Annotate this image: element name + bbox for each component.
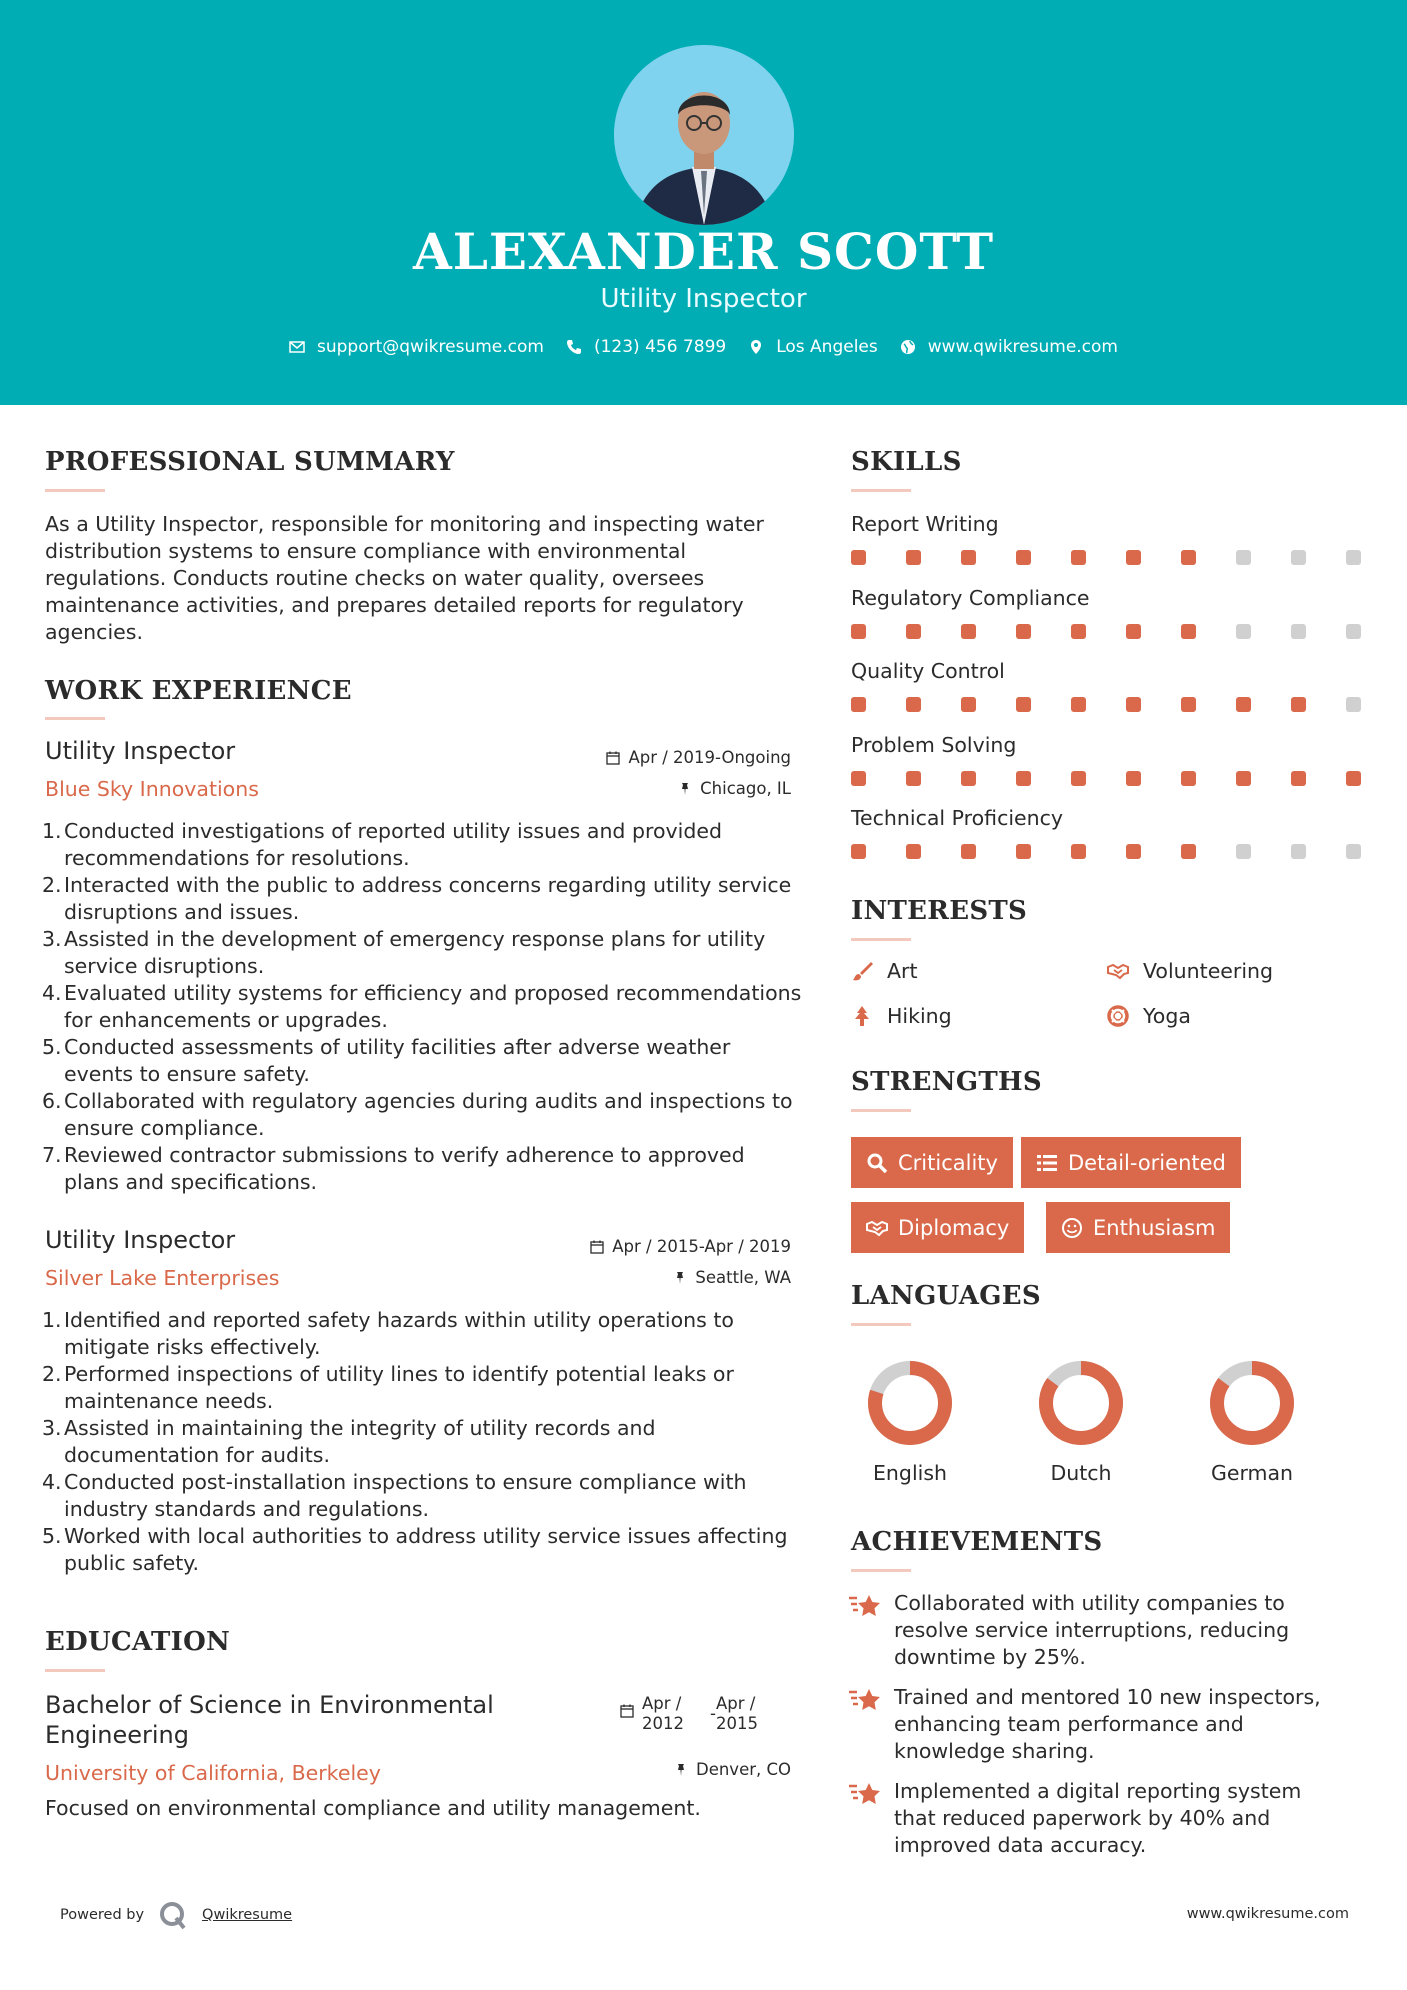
skill-name: Regulatory Compliance [851,585,1090,610]
list-item: 1. Identified and reported safety hazards within utility operations to mitigate risks effectively. [42,1308,734,1359]
star-icon [848,1686,882,1716]
rating-dot-filled [1126,844,1141,859]
rating-dot-filled [906,550,921,565]
rating-dot-filled [906,771,921,786]
skill-rating [851,550,1361,565]
education-start: Apr / 2012 [642,1694,684,1733]
language-proficiency-ring [867,1360,953,1446]
skill-name: Technical Proficiency [851,806,1064,830]
rating-dot-empty [1236,844,1251,859]
interest-hiking: Hiking [851,1004,952,1028]
job-bullet-list [42,818,802,1196]
rating-dot-filled [1016,771,1031,786]
resume-header [0,0,1407,405]
map-pin-icon [748,339,764,355]
language-proficiency-ring [1209,1360,1295,1446]
envelope-icon [289,339,305,355]
skill-name: Problem Solving [851,732,1017,757]
rating-dot-filled [1071,550,1086,565]
rating-dot-empty [1291,550,1306,565]
rating-dot-filled [1126,697,1141,712]
list-item: 6. Collaborated with regulatory agencies during audits and inspections to ensure compliance. [42,1089,793,1140]
education-description: Focused on environmental compliance and utility management. [45,1796,701,1820]
rating-dot-filled [851,697,866,712]
job-bullet-list [42,1307,802,1577]
rating-dot-filled [1071,624,1086,639]
skill-rating [851,697,1361,712]
footer-website[interactable]: www.qwikresume.com [1186,1906,1349,1922]
list-item: 4. Conducted post-installation inspections to ensure compliance with industry standards and regulations. [42,1470,747,1521]
rating-dot-filled [1291,697,1306,712]
contact-location-text: Los Angeles [776,337,878,357]
job-dates [551,1237,791,1256]
pushpin-icon [678,782,692,796]
list-item: 5. Worked with local authorities to address utility service issues affecting public safety. [42,1524,788,1575]
smile-icon [1061,1217,1083,1239]
contact-phone-text: (123) 456 7899 [593,337,727,357]
rating-dot-filled [851,624,866,639]
calendar-icon [620,1704,634,1718]
job-dates-text: Apr / 2015-Apr / 2019 [612,1237,791,1256]
handshake-icon [866,1217,888,1239]
contact-location [748,337,878,357]
rating-dot-filled [961,697,976,712]
candidate-name: ALEXANDER SCOTT [412,222,995,281]
star-icon [848,1592,882,1622]
profile-photo [614,45,794,225]
skill-rating [851,771,1361,786]
rating-dot-filled [1181,771,1196,786]
strength-tag-enthusiasm: Enthusiasm [1046,1202,1230,1253]
language-name: German [1210,1461,1294,1485]
strengths-heading: STRENGTHS [851,1067,1042,1097]
achievements-heading: ACHIEVEMENTS [851,1527,1103,1557]
skills-heading: SKILLS [851,447,962,477]
rating-dot-empty [1236,624,1251,639]
rating-dot-empty [1346,844,1361,859]
rating-dot-filled [1236,771,1251,786]
contact-email-text: support@qwikresume.com [317,337,544,357]
rating-dot-filled [961,550,976,565]
rating-dot-filled [1016,624,1031,639]
rating-dot-filled [1126,550,1141,565]
job-location-text: Chicago, IL [700,779,791,798]
list-item: 3. Assisted in maintaining the integrity of utility records and documentation for audits. [42,1416,656,1467]
skill-rating [851,844,1361,859]
summary-heading: PROFESSIONAL SUMMARY [45,447,455,477]
rating-dot-filled [1016,844,1031,859]
paintbrush-icon [851,960,873,982]
star-icon [848,1780,882,1810]
calendar-icon [590,1240,604,1254]
lifering-icon [1107,1005,1129,1027]
experience-underline [45,717,105,720]
rating-dot-filled [1291,771,1306,786]
rating-dot-filled [1071,771,1086,786]
education-location-text: Denver, CO [695,1760,791,1779]
rating-dot-empty [1236,550,1251,565]
job-location-text: Seattle, WA [695,1268,791,1287]
rating-dot-filled [961,844,976,859]
contact-phone[interactable] [566,337,726,357]
rating-dot-filled [961,624,976,639]
strength-tag-detail-oriented: Detail-oriented [1021,1137,1241,1188]
list-item: 2. Interacted with the public to address concerns regarding utility service disruptions and issues. [42,873,792,924]
rating-dot-filled [1181,550,1196,565]
summary-text: As a Utility Inspector, responsible for monitoring and inspecting water distribution systems to ensure compliance with environmental regulations. Conducts routine checks on water quality, oversees maintenance activities, and prepares detailed reports for regulatory agencies. [45,512,764,644]
list-item: 4. Evaluated utility systems for efficiency and proposed recommendations for enhancements or upgrades. [42,981,802,1032]
languages-heading: LANGUAGES [851,1281,1041,1311]
list-item: 3. Assisted in the development of emergency response plans for utility service disruptions. [42,927,766,978]
language-name: English [872,1461,948,1485]
language-item [1016,1360,1146,1485]
rating-dot-empty [1346,550,1361,565]
handshake-icon [1107,960,1129,982]
rating-dot-filled [1236,697,1251,712]
achievement-item: Implemented a digital reporting system that reduced paperwork by 40% and improved data accuracy. [848,1778,1334,1859]
degree-title: Bachelor of Science in Environmental Engineering [45,1691,494,1749]
pushpin-icon [674,1763,688,1777]
strengths-underline [851,1109,911,1112]
language-name: Dutch [1050,1461,1112,1485]
rating-dot-filled [1181,624,1196,639]
job-location [571,1268,791,1287]
list-icon [1036,1152,1058,1174]
rating-dot-filled [1071,697,1086,712]
job-dates [571,748,791,767]
rating-dot-filled [906,844,921,859]
list-item: 2. Performed inspections of utility lines to identify potential leaks or maintenance needs. [42,1362,734,1413]
rating-dot-filled [961,771,976,786]
achievements-underline [851,1569,911,1572]
contact-website-text: www.qwikresume.com [927,337,1118,357]
footer-powered-by: Powered by Qwikresume [60,1900,292,1930]
rating-dot-empty [1346,624,1361,639]
job-company: Silver Lake Enterprises [45,1266,280,1290]
rating-dot-filled [906,697,921,712]
achievement-item: Collaborated with utility companies to resolve service interruptions, reducing downtime by 25%. [848,1590,1334,1671]
interests-heading: INTERESTS [851,896,1028,926]
job-title: Utility Inspector [45,1226,236,1254]
skills-underline [851,489,911,492]
contact-email[interactable] [289,337,544,357]
education-dates [620,1694,758,1734]
search-icon [866,1152,888,1174]
job-title: Utility Inspector [45,737,236,765]
contact-website[interactable] [900,337,1118,357]
interest-art: Art [851,959,918,983]
language-item [1187,1360,1317,1485]
strength-tag-diplomacy: Diplomacy [851,1202,1024,1253]
rating-dot-filled [851,550,866,565]
list-item: 7. Reviewed contractor submissions to verify adherence to approved plans and specifications. [42,1143,745,1194]
list-item: 1. Conducted investigations of reported utility issues and provided recommendations for resolutions. [42,819,722,870]
rating-dot-empty [1346,697,1361,712]
footer-brand-link[interactable]: Qwikresume [202,1907,293,1923]
rating-dot-filled [1181,844,1196,859]
education-end: - Apr / 2015 [710,1694,758,1733]
languages-underline [851,1323,911,1326]
qwikresume-logo-icon [158,1900,188,1930]
rating-dot-filled [1126,771,1141,786]
language-item [845,1360,975,1485]
rating-dot-filled [1016,550,1031,565]
job-location [571,779,791,798]
school-name: University of California, Berkeley [45,1761,381,1785]
rating-dot-filled [906,624,921,639]
interests-underline [851,938,911,941]
rating-dot-filled [1346,771,1361,786]
interest-volunteering: Volunteering [1107,959,1273,983]
skill-name: Quality Control [851,659,1005,683]
phone-icon [566,339,582,355]
skill-rating [851,624,1361,639]
interest-yoga: Yoga [1107,1004,1191,1028]
tree-icon [851,1005,873,1027]
list-item: 5. Conducted assessments of utility facilities after adverse weather events to ensure safety. [42,1035,731,1086]
candidate-role: Utility Inspector [600,284,807,314]
achievement-item: Trained and mentored 10 new inspectors, enhancing team performance and knowledge sharing. [848,1684,1334,1765]
rating-dot-empty [1291,624,1306,639]
rating-dot-filled [1071,844,1086,859]
contact-bar [0,337,1407,357]
rating-dot-filled [1126,624,1141,639]
calendar-icon [606,751,620,765]
education-underline [45,1669,105,1672]
education-heading: EDUCATION [45,1627,231,1657]
language-proficiency-ring [1038,1360,1124,1446]
rating-dot-filled [1181,697,1196,712]
skill-name: Report Writing [851,512,999,536]
pushpin-icon [673,1271,687,1285]
summary-underline [45,489,105,492]
experience-heading: WORK EXPERIENCE [45,676,352,706]
globe-icon [900,339,916,355]
education-location [571,1760,791,1779]
strength-tag-criticality: Criticality [851,1137,1013,1188]
job-company: Blue Sky Innovations [45,777,259,801]
rating-dot-filled [851,844,866,859]
rating-dot-empty [1291,844,1306,859]
job-dates-text: Apr / 2019-Ongoing [628,748,791,767]
rating-dot-filled [851,771,866,786]
rating-dot-filled [1016,697,1031,712]
